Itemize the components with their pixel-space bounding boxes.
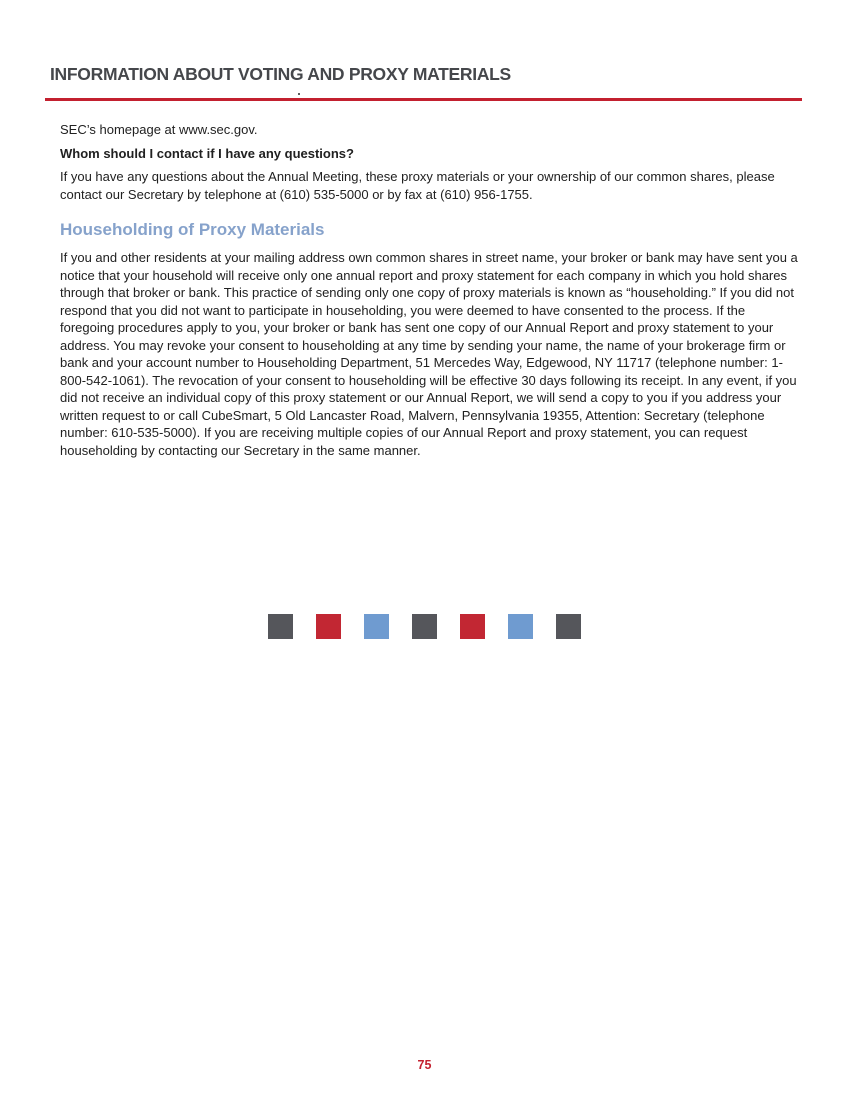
decorative-square [316, 614, 341, 639]
decorative-square [364, 614, 389, 639]
householding-section-paragraph: If you and other residents at your mailing address own common shares in street name, your broker or bank may have sent you a notice that your household will receive only one annual report and proxy statement for each company in which you hold shares through that broker or bank. This practice of sending only one copy of proxy materials is known as “householding.” If you did not respond that you did not want to participate in householding, you were deemed to have consented to the process. If the foregoing procedures apply to you, your broker or bank has sent one copy of our Annual Report and proxy statement to your address. You may revoke your consent to householding at any time by sending your name, the name of your brokerage firm or bank and your account number to Householding Department, 51 Mercedes Way, Edgewood, NY 11717 (telephone number: 1-800-542-1061). The revocation of your consent to householding will be effective 30 days following its receipt. In any event, if you did not receive an individual copy of this proxy statement or our Annual Report, we will send a copy to you if you address your written request to or call CubeSmart, 5 Old Lancaster Road, Malvern, Pennsylvania 19355, Attention: Secretary (telephone number: 610-535-5000). If you are receiving multiple copies of our Annual Report and proxy statement, you can request householding by contacting our Secretary in the same manner. [60, 250, 798, 458]
sec-homepage-line: SEC’s homepage at www.sec.gov. [60, 122, 258, 137]
document-body [60, 121, 800, 465]
decorative-squares [0, 614, 849, 639]
page-footer [0, 1056, 849, 1074]
question-answer: If you have any questions about the Annual Meeting, these proxy materials or your ownership of our common shares, please contact our Secretary by telephone at (610) 535-5000 or by fax at (610) 956-1755. [60, 169, 775, 202]
decorative-square [268, 614, 293, 639]
decorative-square [412, 614, 437, 639]
header-rule [45, 98, 802, 101]
decorative-square [556, 614, 581, 639]
stray-dot [298, 93, 300, 95]
page-title: INFORMATION ABOUT VOTING AND PROXY MATERIALS [50, 64, 511, 84]
decorative-square [460, 614, 485, 639]
decorative-square [508, 614, 533, 639]
question-heading: Whom should I contact if I have any questions? [60, 145, 354, 161]
householding-section-heading: Householding of Proxy Materials [60, 220, 325, 239]
page-number: 75 [417, 1058, 432, 1072]
